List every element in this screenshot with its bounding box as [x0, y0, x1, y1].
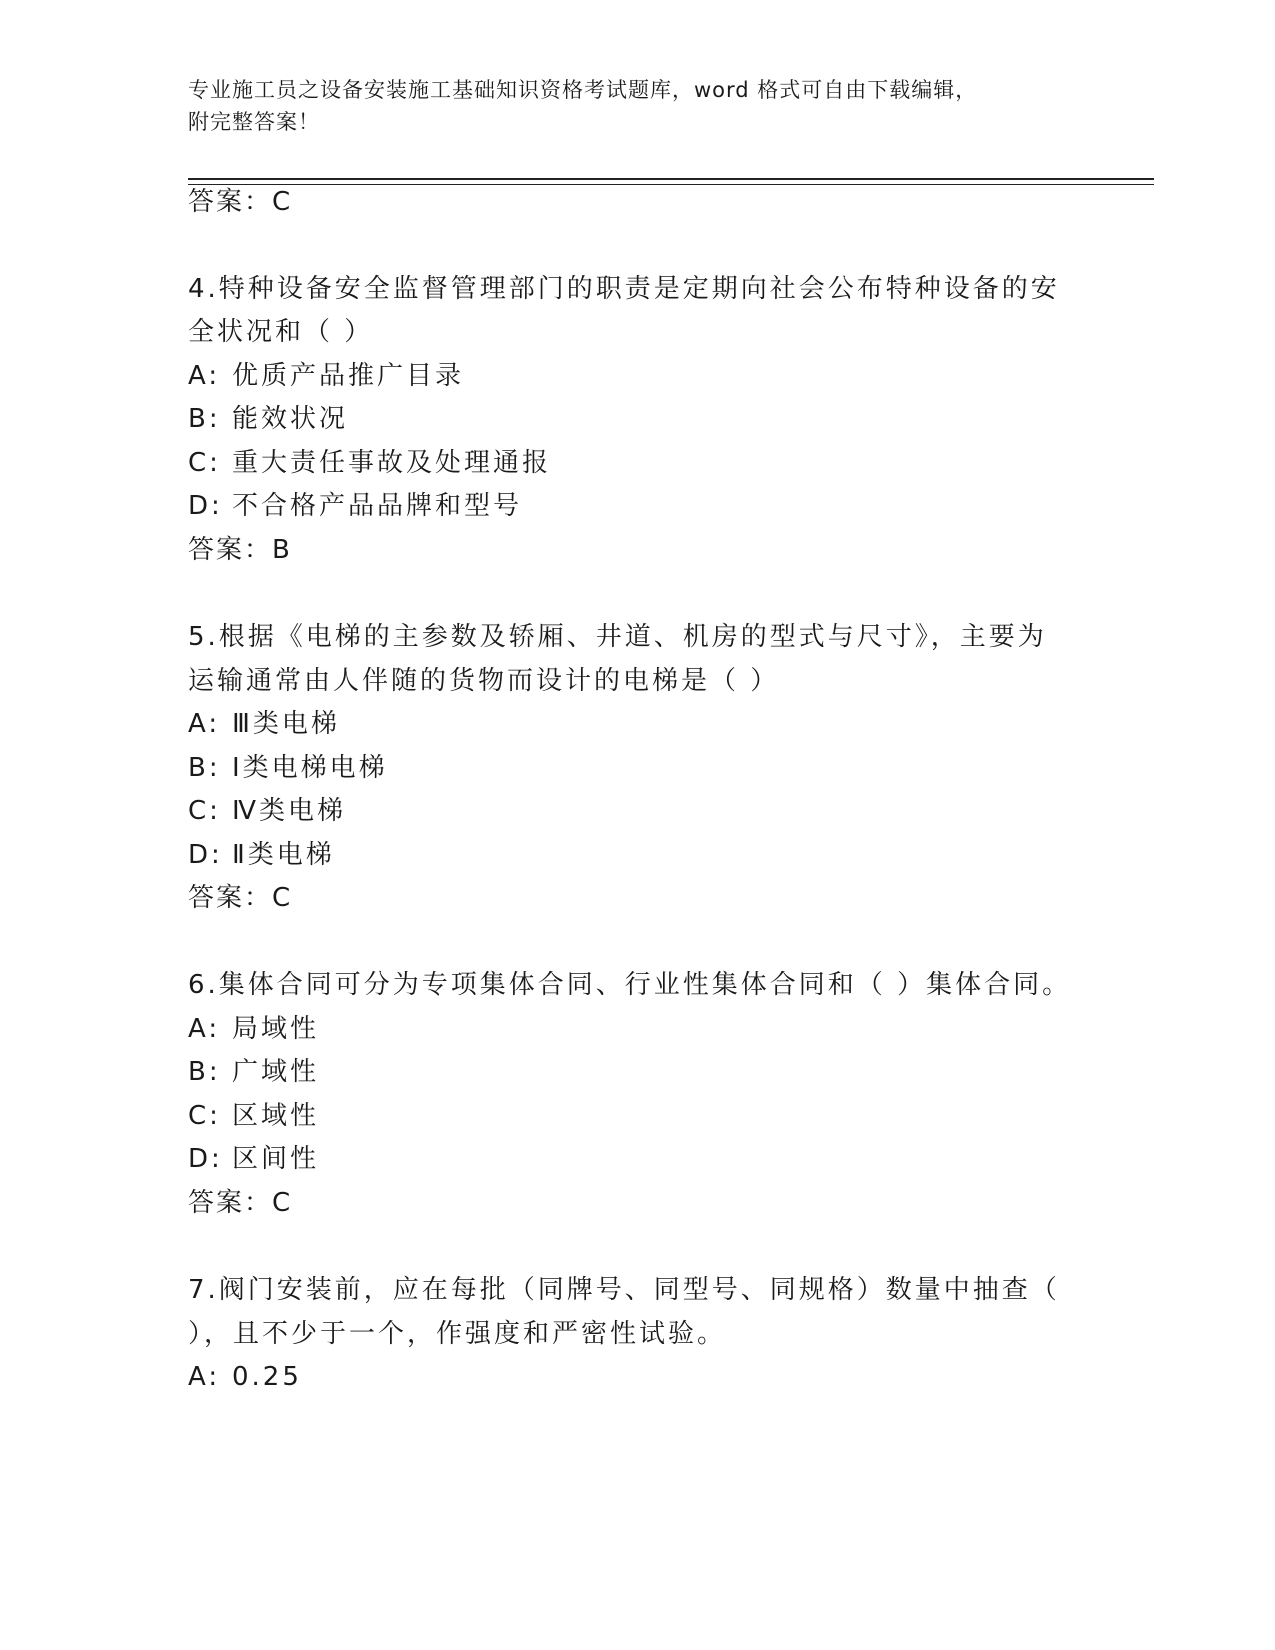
question-4-option-d	[188, 488, 522, 524]
question-6-option-a	[188, 1011, 319, 1047]
question-5-option-b	[188, 750, 388, 786]
option-text: Ⅲ类电梯	[232, 709, 340, 739]
question-7-stem-line-2: ），且不少于一个，作强度和严密性试验。	[188, 1319, 727, 1349]
option-key: B:	[188, 753, 221, 783]
header-rule-thin	[188, 184, 1154, 185]
question-6-option-b	[188, 1054, 319, 1090]
question-6-option-d	[188, 1141, 319, 1177]
header-line-1: 专业施工员之设备安装施工基础知识资格考试题库，word 格式可自由下载编辑，	[188, 78, 978, 102]
header-line-2: 附完整答案！	[188, 110, 320, 134]
option-text: 重大责任事故及处理通报	[232, 448, 552, 478]
option-text: 0.25	[232, 1362, 302, 1392]
option-text: 区域性	[232, 1101, 320, 1131]
option-text: Ⅳ类电梯	[232, 796, 346, 826]
answer-label: 答案：C	[188, 187, 293, 217]
option-text: 能效状况	[232, 404, 349, 434]
question-5-answer: 答案：C	[188, 883, 293, 913]
question-4-option-b	[188, 401, 348, 437]
option-key: A:	[188, 709, 221, 739]
option-key: D:	[188, 1144, 223, 1174]
question-5-option-a	[188, 706, 340, 742]
option-key: A:	[188, 361, 221, 391]
question-7-option-a	[188, 1359, 302, 1395]
option-key: A:	[188, 1362, 221, 1392]
option-key: D:	[188, 840, 223, 870]
question-4-option-a	[188, 358, 464, 394]
option-key: D:	[188, 491, 223, 521]
option-key: B:	[188, 1057, 221, 1087]
question-4-stem-line-1: 4.特种设备安全监督管理部门的职责是定期向社会公布特种设备的安	[188, 274, 1060, 304]
option-key: B:	[188, 404, 221, 434]
question-5-stem-line-2: 运输通常由人伴随的货物而设计的电梯是（ ）	[188, 666, 780, 696]
question-4-answer: 答案：B	[188, 535, 292, 565]
option-key: C:	[188, 1101, 221, 1131]
question-4-option-c	[188, 445, 551, 481]
option-key: C:	[188, 448, 221, 478]
option-text: 广域性	[232, 1057, 320, 1087]
question-7-stem-line-1: 7.阀门安装前，应在每批（同牌号、同型号、同规格）数量中抽查（	[188, 1275, 1060, 1305]
question-4-stem-line-2: 全状况和（ ）	[188, 317, 374, 347]
question-5-option-c	[188, 793, 346, 829]
question-5-option-d	[188, 837, 335, 873]
question-6-answer: 答案：C	[188, 1188, 293, 1218]
option-text: 局域性	[232, 1014, 320, 1044]
header-rule-thick	[188, 178, 1154, 180]
option-text: 优质产品推广目录	[232, 361, 465, 391]
document-header	[188, 74, 1068, 138]
option-key: A:	[188, 1014, 221, 1044]
option-text: 区间性	[232, 1144, 320, 1174]
option-text: Ⅱ类电梯	[232, 840, 335, 870]
question-6-stem-line-1: 6.集体合同可分为专项集体合同、行业性集体合同和（ ）集体合同。	[188, 970, 1072, 1000]
option-text: 不合格产品品牌和型号	[232, 491, 523, 521]
option-text: Ⅰ类电梯电梯	[232, 753, 388, 783]
option-key: C:	[188, 796, 221, 826]
question-6-option-c	[188, 1098, 319, 1134]
question-5-stem-line-1: 5.根据《电梯的主参数及轿厢、井道、机房的型式与尺寸》，主要为	[188, 622, 1047, 652]
